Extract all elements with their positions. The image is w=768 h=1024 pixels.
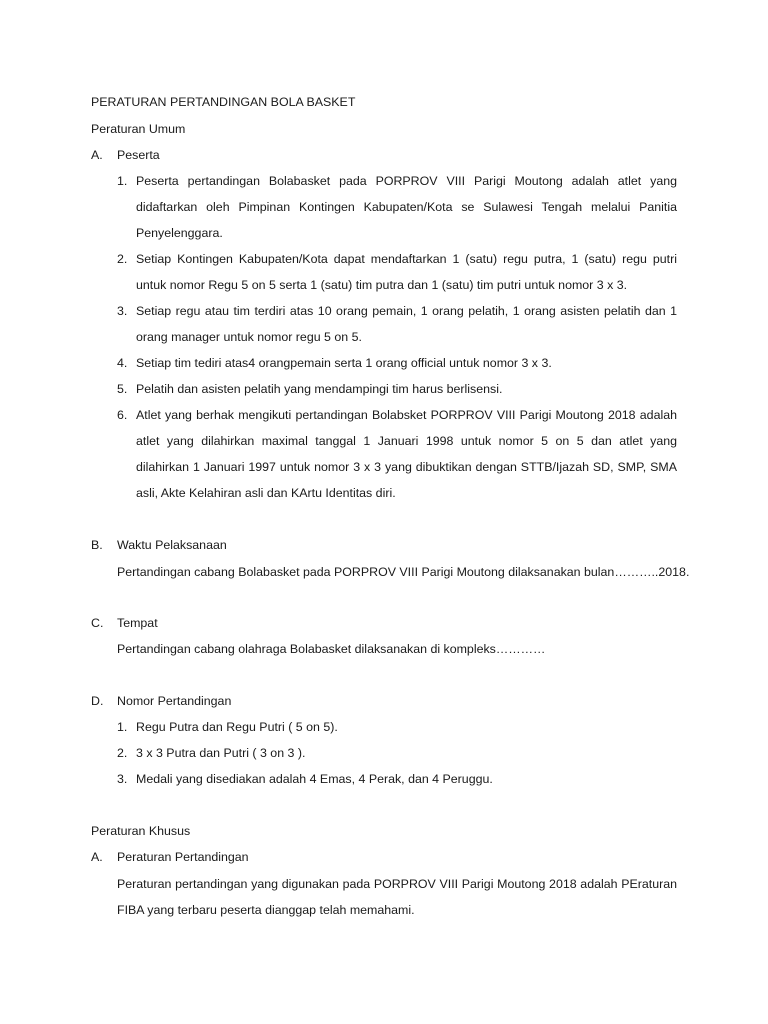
section-marker-c: C. [91,616,104,630]
list-item-text: Pelatih dan asisten pelatih yang mendampingi tim harus berlisensi. [136,382,503,396]
section-marker-b: B. [91,538,103,552]
section-title-peserta: Peserta [117,148,160,162]
section-text-tempat: Pertandingan cabang olahraga Bolabasket dilaksanakan di kompleks………… [117,642,546,656]
section-heading-khusus: Peraturan Khusus [91,824,191,838]
list-item-number: 6. [117,408,128,422]
list-item-number: 1. [117,720,128,734]
section-title-tempat: Tempat [117,616,158,630]
section-text-line: FIBA yang terbaru peserta dianggap telah memahami. [117,903,415,917]
list-item-text: untuk nomor Regu 5 on 5 serta 1 (satu) tim putra dan 1 (satu) tim putri untuk nomor 3 x 3. [136,278,628,292]
section-text-waktu: Pertandingan cabang Bolabasket pada PORPROV VIII Parigi Moutong dilaksanakan bulan………..2018. [117,565,690,579]
list-item-number: 2. [117,252,128,266]
section-title-peraturan-pertandingan: Peraturan Pertandingan [117,850,249,864]
list-item-number: 3. [117,304,128,318]
list-item-number: 5. [117,382,128,396]
list-item-text: Penyelenggara. [136,226,223,240]
list-item-text: asli, Akte Kelahiran asli dan KArtu Identitas diri. [136,486,396,500]
list-item-number: 4. [117,356,128,370]
list-item-text: Setiap regu atau tim terdiri atas 10 orang pemain, 1 orang pelatih, 1 orang asisten pelatih dan 1 [136,304,677,318]
section-title-waktu: Waktu Pelaksanaan [117,538,227,552]
list-item-text: Setiap Kontingen Kabupaten/Kota dapat mendaftarkan 1 (satu) regu putra, 1 (satu) regu putri [136,252,677,266]
list-item-number: 2. [117,746,128,760]
list-item-text: Peserta pertandingan Bolabasket pada PORPROV VIII Parigi Moutong adalah atlet yang [136,174,677,188]
list-item-text: 3 x 3 Putra dan Putri ( 3 on 3 ). [136,746,306,760]
list-item-number: 3. [117,772,128,786]
section-text-line: Peraturan pertandingan yang digunakan pada PORPROV VIII Parigi Moutong 2018 adalah PEraturan [117,877,677,891]
section-marker-d: D. [91,694,104,708]
list-item-text: didaftarkan oleh Pimpinan Kontingen Kabupaten/Kota se Sulawesi Tengah melalui Panitia [136,200,677,214]
section-marker-a: A. [91,148,103,162]
list-item-text: Regu Putra dan Regu Putri ( 5 on 5). [136,720,338,734]
list-item-text: Medali yang disediakan adalah 4 Emas, 4 Perak, dan 4 Peruggu. [136,772,493,786]
section-title-nomor: Nomor Pertandingan [117,694,232,708]
list-item-text: atlet yang dilahirkan maximal tanggal 1 Januari 1998 untuk nomor 5 on 5 dan atlet yang [136,434,677,448]
list-item-number: 1. [117,174,128,188]
document-title: PERATURAN PERTANDINGAN BOLA BASKET [91,95,356,109]
list-item-text: Atlet yang berhak mengikuti pertandingan Bolabsket PORPROV VIII Parigi Moutong 2018 adalah [136,408,677,422]
list-item-text: orang manager untuk nomor regu 5 on 5. [136,330,362,344]
section-heading-umum: Peraturan Umum [91,122,186,136]
list-item-text: Setiap tim tediri atas4 orangpemain serta 1 orang official untuk nomor 3 x 3. [136,356,552,370]
list-item-text: dilahirkan 1 Januari 1997 untuk nomor 3 x 3 yang dibuktikan dengan STTB/Ijazah SD, SMP, SMA [136,460,677,474]
section-marker-a-khusus: A. [91,850,103,864]
